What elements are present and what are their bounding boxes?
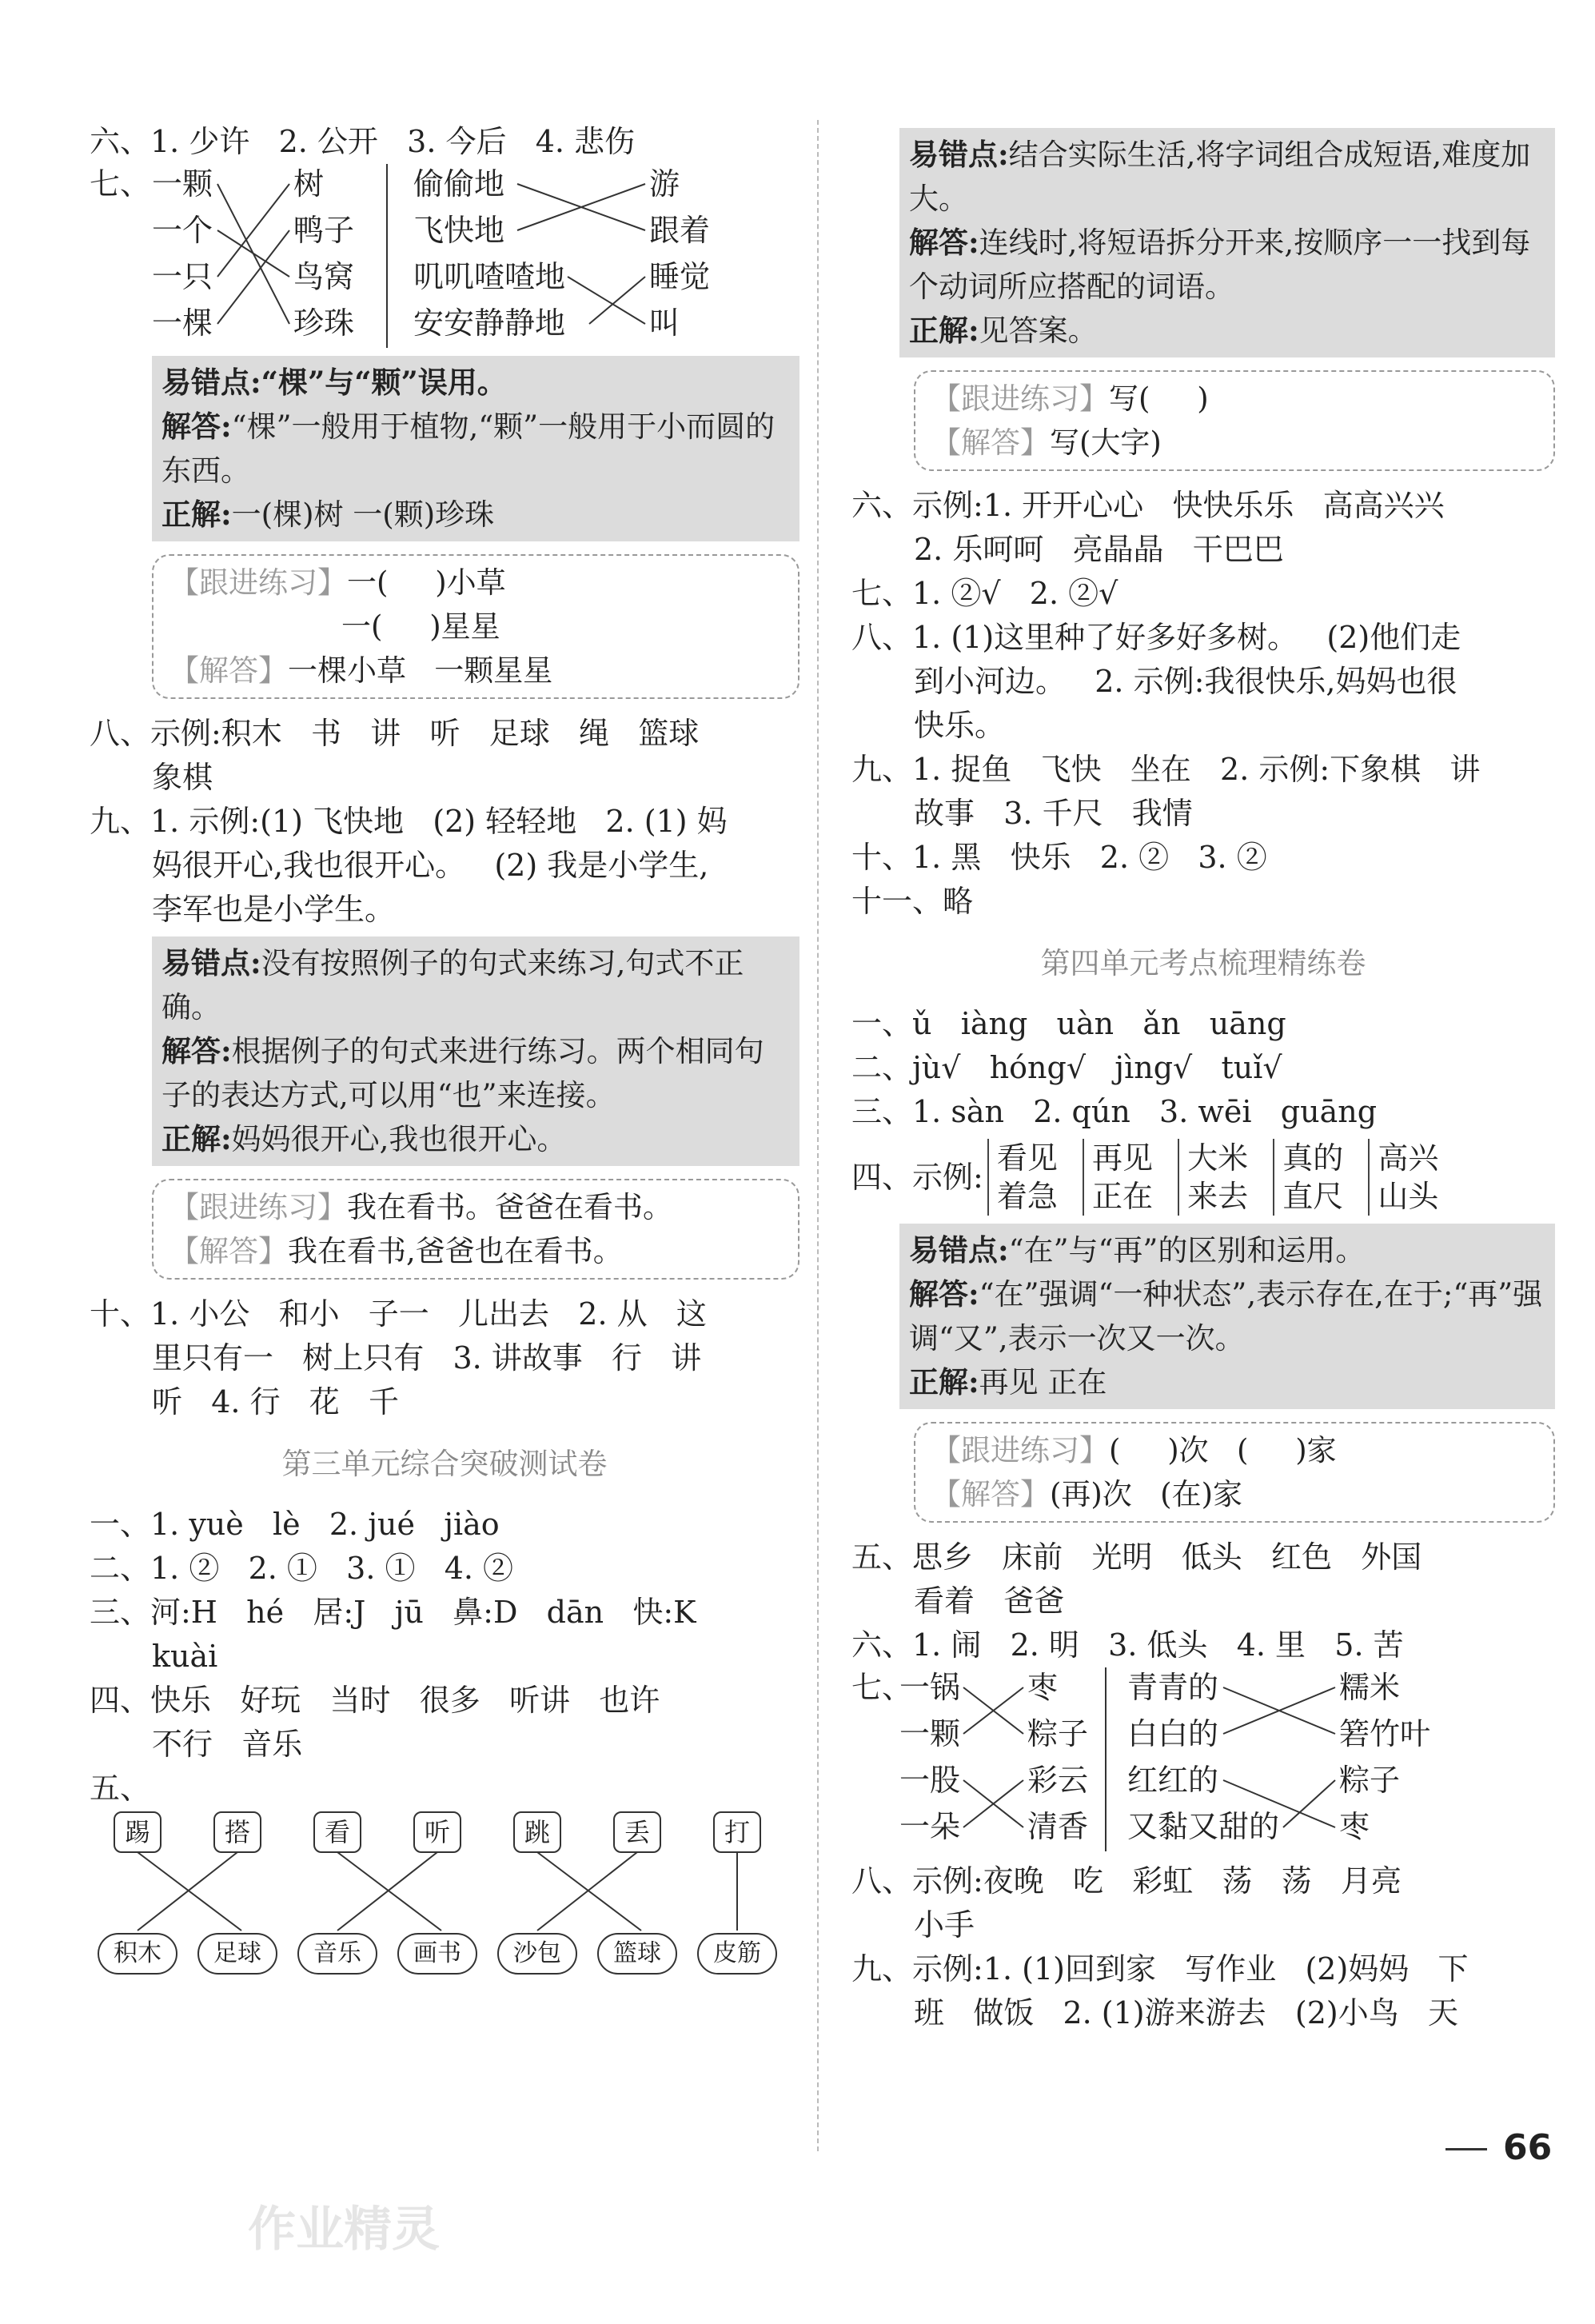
answer-line: 一、1. yuè lè 2. jué jiào <box>90 1507 500 1542</box>
match-item: 清香 <box>1027 1809 1089 1844</box>
practice-tag: 【解答】 <box>931 425 1050 460</box>
match-item: 安安静静地 <box>413 305 566 341</box>
answer-line: 三、河:H hé 居:J jū 鼻:D dān 快:K <box>90 1595 696 1630</box>
practice-tag: 【解答】 <box>169 653 288 688</box>
note-value: 再见 正在 <box>979 1365 1107 1400</box>
practice-box <box>152 554 799 699</box>
noun-oval: 音乐 <box>297 1933 377 1975</box>
error-note-box <box>899 1224 1555 1409</box>
practice-text: 我在看书。爸爸在看书。 <box>347 1190 672 1224</box>
match-item: 白白的 <box>1127 1716 1219 1751</box>
pair-word: 山头 <box>1368 1177 1438 1216</box>
note-value: “在”强调“一种状态”,表示存在,在于;“再”强调“又”,表示一次又一次。 <box>909 1277 1543 1356</box>
answer-line: 不行 音乐 <box>152 1727 303 1762</box>
answer-line: 快乐。 <box>914 708 1006 743</box>
note-value: “棵”一般用于植物,“颗”一般用于小而圆的东西。 <box>161 409 776 488</box>
answer-line: 八、示例:积木 书 讲 听 足球 绳 篮球 <box>90 716 700 751</box>
note-key: 易错点: <box>161 945 261 980</box>
practice-text: (再)次 (在)家 <box>1050 1477 1243 1511</box>
note-key: 解答: <box>909 1276 979 1312</box>
match-item: 叫 <box>649 305 680 341</box>
match-item: 睡觉 <box>649 259 711 294</box>
word-pair <box>1178 1139 1248 1216</box>
match-item: 箬竹叶 <box>1339 1716 1431 1751</box>
match-item: 珍珠 <box>293 305 355 341</box>
match-item: 枣 <box>1339 1809 1370 1844</box>
note-value: 结合实际生活,将字词组合成短语,难度加大。 <box>909 138 1531 216</box>
column-divider <box>817 120 819 2151</box>
match-item: 青青的 <box>1127 1670 1219 1705</box>
question-number: 七、 <box>851 1670 913 1705</box>
match-item: 又黏又甜的 <box>1127 1809 1280 1844</box>
right-column <box>851 128 1555 2035</box>
answer-line: 六、1. 少许 2. 公开 3. 今后 4. 悲伤 <box>90 124 636 159</box>
verb-box: 踢 <box>114 1811 161 1853</box>
practice-tag: 【解答】 <box>169 1234 288 1268</box>
noun-oval: 皮筋 <box>697 1933 777 1975</box>
match-item: 一锅 <box>899 1670 961 1705</box>
answer-line: 象棋 <box>152 760 213 795</box>
practice-tag: 【跟进练习】 <box>169 1190 347 1224</box>
practice-tag: 【跟进练习】 <box>169 565 347 600</box>
match-item: 树 <box>293 166 325 202</box>
note-key: 正解: <box>161 1121 232 1156</box>
match-item: 跟着 <box>649 213 711 248</box>
answer-line: 八、1. (1)这里种了好多好多树。 (2)他们走 <box>851 620 1461 655</box>
verb-box: 听 <box>413 1811 461 1853</box>
section-title: 第三单元综合突破测试卷 <box>281 1447 608 1481</box>
page-number: 66 <box>1503 2127 1553 2168</box>
note-value: 没有按照例子的句式来练习,句式不正确。 <box>161 946 744 1024</box>
match-item: 彩云 <box>1027 1763 1089 1798</box>
match-item: 糯米 <box>1339 1670 1401 1705</box>
pair-word: 高兴 <box>1368 1139 1438 1177</box>
practice-text: ( )次 ( )家 <box>1109 1433 1337 1467</box>
answer-line: 五、思乡 床前 光明 低头 红色 外国 <box>851 1539 1422 1575</box>
practice-tag: 【解答】 <box>931 1477 1050 1511</box>
noun-oval: 画书 <box>397 1933 477 1975</box>
match-item: 游 <box>649 166 680 202</box>
answer-line: 一、ǔ iàng uàn ǎn uāng <box>851 1006 1286 1041</box>
word-pair <box>987 1139 1058 1216</box>
pair-word: 大米 <box>1178 1139 1248 1177</box>
note-value: 根据例子的句式来进行练习。两个相同句子的表达方式,可以用“也”来连接。 <box>161 1034 764 1112</box>
match-item: 鸭子 <box>293 213 355 248</box>
practice-box <box>152 1179 799 1280</box>
answer-line: 六、1. 闹 2. 明 3. 低头 4. 里 5. 苦 <box>851 1627 1404 1663</box>
note-key: 正解: <box>909 313 979 348</box>
match-item: 鸟窝 <box>293 259 355 294</box>
verb-box: 看 <box>313 1811 361 1853</box>
answer-line: 听 4. 行 花 千 <box>152 1384 400 1420</box>
practice-box <box>914 1422 1555 1523</box>
answer-line: 八、示例:夜晚 吃 彩虹 荡 荡 月亮 <box>851 1863 1402 1899</box>
match-item: 一棵 <box>152 305 213 341</box>
pair-word: 真的 <box>1273 1139 1343 1177</box>
word-pair-row <box>851 1139 1555 1216</box>
answer-line: kuài <box>152 1639 218 1674</box>
note-value: 见答案。 <box>979 313 1098 348</box>
note-value: “棵”与“颗”误用。 <box>261 365 507 400</box>
note-key: 正解: <box>161 497 232 532</box>
error-note-box <box>152 356 799 541</box>
match-item: 偷偷地 <box>413 166 505 202</box>
note-key: 易错点: <box>909 137 1009 172</box>
practice-text: 我在看书,爸爸也在看书。 <box>288 1234 623 1268</box>
practice-text: 写( ) <box>1109 381 1209 416</box>
left-column <box>90 120 799 1995</box>
answer-line: 妈很开心,我也很开心。 (2) 我是小学生, <box>152 848 709 883</box>
answer-line: 里只有一 树上只有 3. 讲故事 行 讲 <box>152 1340 702 1376</box>
page-number-rule <box>1445 2148 1487 2150</box>
answer-line: 二、1. ② 2. ① 3. ① 4. ② <box>90 1551 514 1586</box>
match-item: 一只 <box>152 259 213 294</box>
word-pair <box>1368 1139 1438 1216</box>
section-title: 第四单元考点梳理精练卷 <box>1040 946 1366 980</box>
noun-oval: 积木 <box>98 1933 177 1975</box>
answer-line: 李军也是小学生。 <box>152 892 396 927</box>
match-item: 飞快地 <box>413 213 505 248</box>
practice-tag: 【跟进练习】 <box>931 381 1109 416</box>
match-item: 一股 <box>899 1763 961 1798</box>
verb-box: 搭 <box>213 1811 261 1853</box>
match-item: 枣 <box>1027 1670 1059 1705</box>
error-note-box <box>899 128 1555 357</box>
pair-word: 着急 <box>987 1177 1058 1216</box>
verb-box: 丢 <box>613 1811 661 1853</box>
match-item: 粽子 <box>1027 1716 1089 1751</box>
answer-line: 三、1. sàn 2. qún 3. wēi guāng <box>851 1094 1378 1129</box>
practice-tag: 【跟进练习】 <box>931 1433 1109 1467</box>
matching-lines <box>851 1667 1539 1851</box>
error-note-box <box>152 936 799 1166</box>
answer-line: 六、示例:1. 开开心心 快快乐乐 高高兴兴 <box>851 488 1445 523</box>
answer-line: 十一、略 <box>851 884 974 919</box>
match-item: 一颗 <box>152 166 213 202</box>
note-value: “在”与“再”的区别和运用。 <box>1008 1233 1366 1268</box>
note-key: 解答: <box>161 409 232 444</box>
match-item: 一颗 <box>899 1716 961 1751</box>
matching-exercise <box>851 1667 1555 1851</box>
match-item: 一个 <box>152 213 213 248</box>
note-key: 解答: <box>909 225 979 260</box>
pair-word: 看见 <box>987 1139 1058 1177</box>
answer-line: 五、 <box>90 1771 151 1806</box>
noun-oval: 篮球 <box>597 1933 677 1975</box>
pair-word: 直尺 <box>1273 1177 1343 1216</box>
matching-lines <box>114 1811 801 1987</box>
practice-text: 一棵小草 一颗星星 <box>288 653 553 688</box>
answer-line: 十、1. 黑 快乐 2. ② 3. ② <box>851 840 1267 875</box>
answer-line: 到小河边。 2. 示例:我很快乐,妈妈也很 <box>914 664 1457 699</box>
match-item: 叽叽喳喳地 <box>413 259 566 294</box>
practice-box <box>914 370 1555 471</box>
answer-line: 二、jù√ hóng√ jìng√ tuǐ√ <box>851 1050 1282 1085</box>
verb-box: 跳 <box>513 1811 561 1853</box>
word-pair <box>1083 1139 1153 1216</box>
note-value: 妈妈很开心,我也很开心。 <box>231 1122 567 1156</box>
note-value: 连线时,将短语拆分开来,按顺序一一找到每个动词所应搭配的词语。 <box>909 226 1531 304</box>
matching-lines <box>90 164 793 348</box>
word-pair <box>1273 1139 1343 1216</box>
answer-line: 2. 乐呵呵 亮晶晶 干巴巴 <box>914 532 1284 567</box>
note-key: 解答: <box>161 1033 232 1068</box>
answer-line: 看着 爸爸 <box>914 1583 1065 1619</box>
answer-line: 十、1. 小公 和小 子一 儿出去 2. 从 这 <box>90 1296 707 1332</box>
answer-line: 九、1. 示例:(1) 飞快地 (2) 轻轻地 2. (1) 妈 <box>90 804 728 839</box>
pair-word: 再见 <box>1083 1139 1153 1177</box>
practice-text: 写(大字) <box>1050 425 1162 460</box>
pair-word: 正在 <box>1083 1177 1153 1216</box>
watermark: 作业精灵 <box>248 2202 440 2258</box>
practice-text: 一( )星星 <box>341 609 500 644</box>
answer-line: 九、1. 捉鱼 飞快 坐在 2. 示例:下象棋 讲 <box>851 752 1481 787</box>
practice-text: 一( )小草 <box>347 565 506 600</box>
noun-oval: 沙包 <box>497 1933 577 1975</box>
question-number: 七、 <box>90 166 151 202</box>
answer-line: 七、1. ②√ 2. ②√ <box>851 576 1118 611</box>
match-item: 红红的 <box>1127 1763 1219 1798</box>
match-item: 粽子 <box>1339 1763 1401 1798</box>
verb-noun-matching <box>114 1811 799 1987</box>
note-key: 正解: <box>909 1364 979 1400</box>
verb-box: 打 <box>713 1811 761 1853</box>
note-key: 易错点: <box>161 365 261 400</box>
answer-line: 小手 <box>914 1907 975 1943</box>
answer-line: 四、快乐 好玩 当时 很多 听讲 也许 <box>90 1683 660 1718</box>
note-value: 一(棵)树 一(颗)珍珠 <box>231 497 495 532</box>
match-item: 一朵 <box>899 1809 961 1844</box>
question-number: 四、示例: <box>851 1159 983 1195</box>
noun-oval: 足球 <box>197 1933 277 1975</box>
note-key: 易错点: <box>909 1232 1009 1268</box>
answer-line: 故事 3. 千尺 我情 <box>914 796 1193 831</box>
matching-exercise <box>90 164 799 348</box>
answer-line: 九、示例:1. (1)回到家 写作业 (2)妈妈 下 <box>851 1951 1469 1987</box>
answer-line: 班 做饭 2. (1)游来游去 (2)小鸟 天 <box>914 1995 1458 2031</box>
pair-word: 来去 <box>1178 1177 1248 1216</box>
